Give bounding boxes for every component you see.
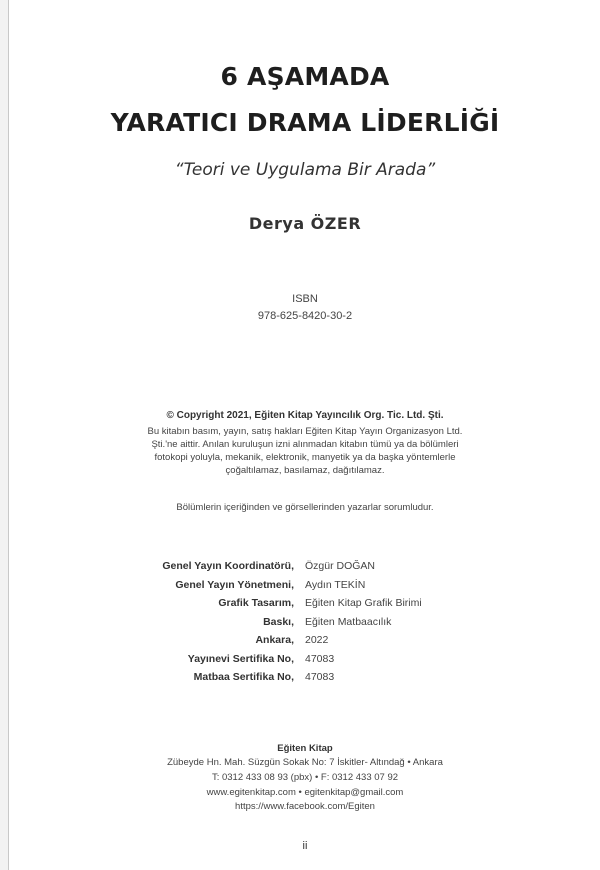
credit-value: Özgür DOĞAN xyxy=(305,560,376,572)
credit-row xyxy=(9,653,600,672)
credit-label: Genel Yayın Yönetmeni, xyxy=(175,578,294,591)
book-title-line-1: 6 AŞAMADA xyxy=(220,62,390,91)
copyright-line: çoğaltılamaz, basılamaz, dağıtılamaz. xyxy=(225,465,385,476)
credit-row xyxy=(9,597,600,616)
credit-row xyxy=(9,671,600,690)
copyright-line: fotokopi yoluyla, mekanik, elektronik, manyetik ya da başka yöntemlerle xyxy=(154,452,456,463)
credits-list xyxy=(9,560,600,690)
credit-label: Grafik Tasarım, xyxy=(218,597,294,609)
credit-label: Genel Yayın Koordinatörü, xyxy=(162,560,294,572)
author-name: Derya ÖZER xyxy=(248,214,362,233)
publisher-address: Zübeyde Hn. Mah. Süzgün Sokak No: 7 İskitler- Altındağ • Ankara xyxy=(167,757,443,768)
credit-label: Baskı, xyxy=(263,615,294,628)
credit-value: 47083 xyxy=(305,652,335,665)
book-subtitle: “Teori ve Uygulama Bir Arada” xyxy=(174,160,436,180)
book-title-line-2: YARATICI DRAMA LİDERLİĞİ xyxy=(110,108,500,137)
credit-label: Ankara, xyxy=(255,634,294,646)
publisher-name: Eğiten Kitap xyxy=(277,743,333,754)
copyright-title: © Copyright 2021, Eğiten Kitap Yayıncılık Org. Tic. Ltd. Şti. xyxy=(166,410,444,421)
page-number: ii xyxy=(302,840,308,852)
credit-value: 2022 xyxy=(305,634,329,646)
credit-row xyxy=(9,560,600,579)
credit-value: Aydın TEKİN xyxy=(305,578,366,591)
isbn-number: 978-625-8420-30-2 xyxy=(257,310,353,322)
responsibility-note: Bölümlerin içeriğinden ve görsellerinden yazarlar sorumludur. xyxy=(176,502,434,513)
credit-label: Yayınevi Sertifika No, xyxy=(187,652,294,665)
credit-row xyxy=(9,616,600,635)
credit-value: Eğiten Matbaacılık xyxy=(305,615,392,628)
publisher-web-email: www.egitenkitap.com • egitenkitap@gmail.com xyxy=(206,787,404,798)
isbn-label: ISBN xyxy=(292,293,318,305)
credit-value: 47083 xyxy=(305,671,335,683)
copyright-line: Bu kitabın basım, yayın, satış hakları Eğiten Kitap Yayın Organizasyon Ltd. xyxy=(147,426,463,437)
book-page xyxy=(8,0,600,870)
credit-value: Eğiten Kitap Grafik Birimi xyxy=(305,597,422,609)
credit-row xyxy=(9,634,600,653)
publisher-phone: T: 0312 433 08 93 (pbx) • F: 0312 433 07 92 xyxy=(211,772,399,783)
publisher-facebook: https://www.facebook.com/Egiten xyxy=(235,801,375,812)
credit-label: Matbaa Sertifika No, xyxy=(193,671,294,683)
copyright-line: Şti.'ne aittir. Anılan kuruluşun izni alınmadan kitabın tümü ya da bölümleri xyxy=(151,439,459,450)
credit-row xyxy=(9,579,600,598)
